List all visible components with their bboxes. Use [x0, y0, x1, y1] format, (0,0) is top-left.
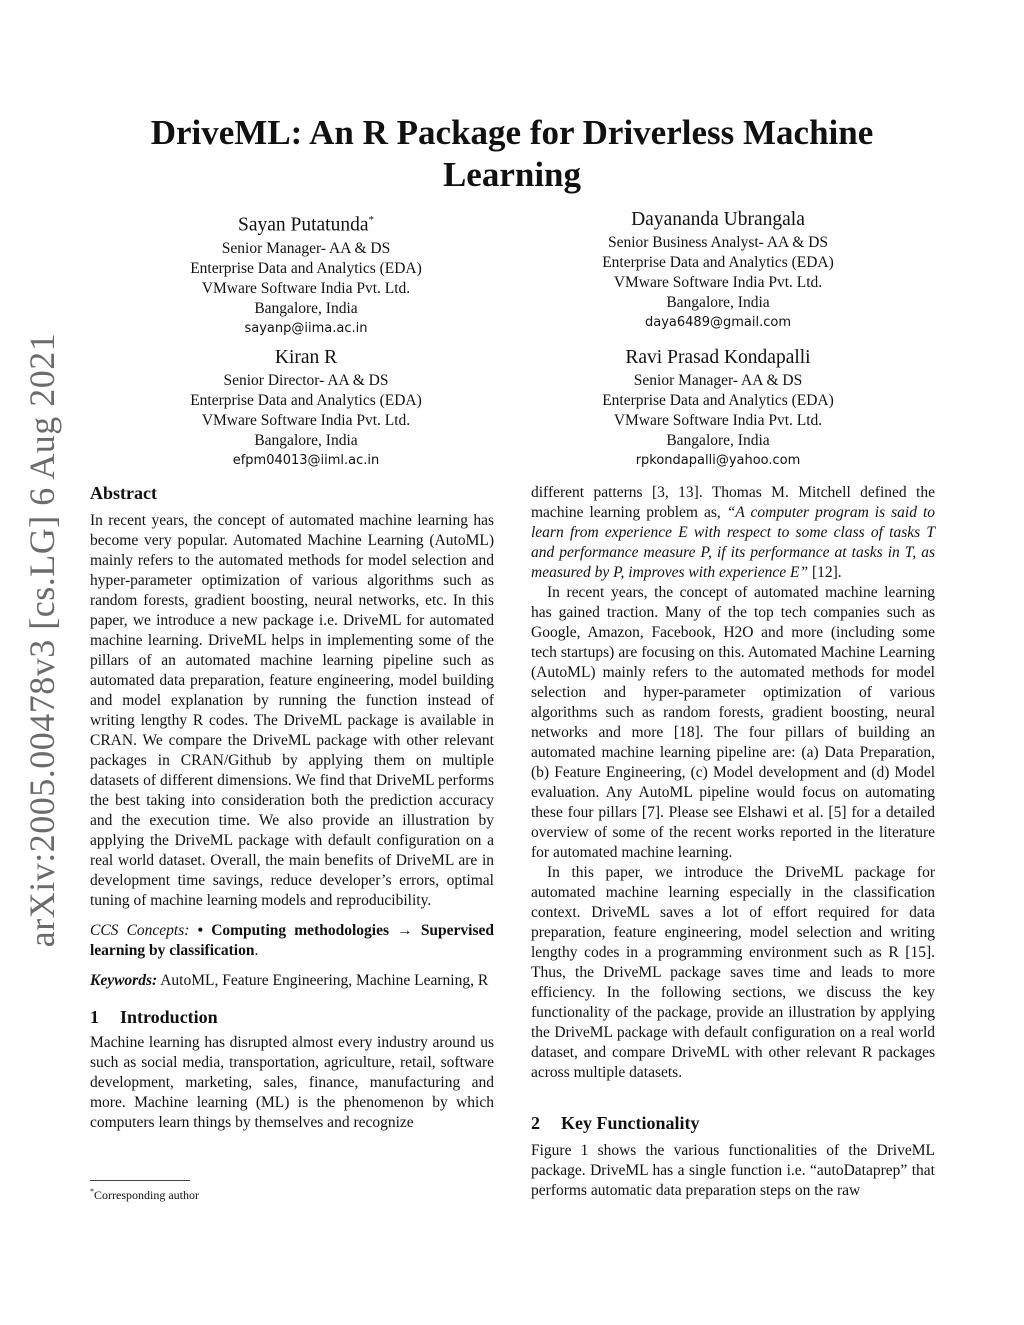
ccs-end: .: [254, 942, 259, 959]
arrow-icon: →: [397, 922, 413, 939]
author-dept: Enterprise Data and Analytics (EDA): [190, 259, 422, 277]
corresponding-mark: *: [368, 214, 375, 226]
footnote-text: Corresponding author: [94, 1188, 199, 1202]
author-org: VMware Software India Pvt. Ltd.: [613, 412, 823, 429]
author-location: Bangalore, India: [666, 432, 770, 449]
author-email[interactable]: sayanp@iima.ac.in: [244, 320, 368, 336]
ccs-bullet: •: [197, 922, 204, 939]
author-role: Senior Manager- AA & DS: [221, 239, 391, 257]
author-name: Ravi Prasad Kondapalli: [625, 347, 811, 368]
keywords-text: AutoML, Feature Engineering, Machine Learning, R: [160, 972, 489, 989]
intro-paragraph-1: Machine learning has disrupted almost every industry around us such as social media, transportation, agriculture, retail, software development, marketing, sales, finance, manufacturing and more. Machine learning (ML) is the phenomenon by which computers learn things by themselves and recognize: [90, 1034, 494, 1131]
paper-title-line-2: Learning: [442, 155, 582, 194]
ccs-label: CCS Concepts:: [90, 922, 190, 939]
author-dept: Enterprise Data and Analytics (EDA): [602, 254, 834, 271]
intro-paragraph-3: In this paper, we introduce the DriveML package for automated machine learning especially in the classification context. DriveML saves a lot of effort required for data preparation, feature engineering, model selection and writing lengthy codes in a programming environment such as R [15]. Thus, the DriveML package saves time and leads to more efficiency. In the following sections, we discuss the key functionality of the package, provide an illustration by applying the DriveML package with default configuration on a real world dataset, and compare DriveML with other relevant R packages across multiple datasets.: [531, 864, 935, 1081]
section-title: Key Functionality: [561, 1113, 700, 1133]
author-role: Senior Director- AA & DS: [223, 372, 389, 389]
footnote-rule: [90, 1180, 190, 1181]
author-org: VMware Software India Pvt. Ltd.: [201, 412, 411, 429]
keywords-label: Keywords:: [90, 972, 158, 989]
author-role: Senior Manager- AA & DS: [633, 372, 803, 389]
paper-title: [0, 112, 1024, 196]
intro-paragraph-1-continued: [531, 483, 935, 583]
author-email[interactable]: rpkondapalli@yahoo.com: [635, 453, 801, 468]
arxiv-stamp: arXiv:2005.00478v3 [cs.LG] 6 Aug 2021: [22, 332, 62, 948]
author-block: [538, 208, 898, 333]
quote-reference: [12].: [811, 564, 842, 581]
abstract-heading: Abstract: [90, 483, 157, 503]
right-column: [531, 483, 935, 1201]
left-column: [90, 481, 494, 1133]
section-number: 2: [531, 1113, 540, 1133]
author-name: Kiran R: [274, 347, 338, 368]
author-block: [538, 346, 898, 471]
section-number: 1: [90, 1007, 99, 1027]
paper-title-line-1: DriveML: An R Package for Driverless Machine: [150, 113, 874, 152]
abstract-text: In recent years, the concept of automated machine learning has become very popular. Automated Machine Learning (AutoML) mainly refers to the automated methods for model selection and hyper-parameter optimization of various algorithms such as random forests, gradient boosting, neural networks, etc. In this paper, we introduce a new package i.e. DriveML for automated machine learning. DriveML helps in implementing some of the pillars of an automated machine learning pipeline such as automated data preparation, feature engineering, model building and model explanation by running the function instead of writing lengthy R codes. The DriveML package is available in CRAN. We compare the DriveML package with other relevant packages in CRAN/Github by applying them on multiple datasets of different dimensions. We find that DriveML performs the best taking into consideration both the prediction accuracy and the execution time. We also provide an illustration by applying the DriveML package with default configuration on a real world dataset. Overall, the main benefits of DriveML are in development time savings, reduce developer’s errors, optimal tuning of machine learning models and reproducibility.: [90, 512, 494, 909]
author-role: Senior Business Analyst- AA & DS: [607, 234, 829, 251]
author-email[interactable]: efpm04013@iiml.ac.in: [232, 453, 380, 468]
author-block: [126, 346, 486, 471]
author-dept: Enterprise Data and Analytics (EDA): [190, 392, 422, 409]
key-functionality-paragraph-1: Figure 1 shows the various functionalities of the DriveML package. DriveML has a single function i.e. “autoDataprep” that performs automatic data preparation steps on the raw: [531, 1142, 935, 1199]
author-location: Bangalore, India: [254, 299, 358, 317]
author-name: Dayananda Ubrangala: [631, 209, 805, 230]
author-location: Bangalore, India: [666, 294, 770, 311]
ccs-concepts: [90, 921, 494, 961]
author-email[interactable]: daya6489@gmail.com: [645, 315, 791, 330]
author-org: VMware Software India Pvt. Ltd.: [613, 274, 823, 291]
section-heading-introduction: [90, 1005, 494, 1029]
author-name: Sayan Putatunda: [237, 214, 369, 236]
author-block: [126, 208, 486, 339]
section-heading-key-functionality: [531, 1111, 935, 1135]
author-dept: Enterprise Data and Analytics (EDA): [602, 392, 834, 409]
intro-paragraph-2: In recent years, the concept of automated machine learning has gained traction. Many of the top tech companies such as Google, Amazon, Facebook, H2O and more (including some tech startups) are focusing on this. Automated Machine Learning (AutoML) mainly refers to the automated methods for model selection and hyper-parameter optimization of various algorithms such as random forests, gradient boosting, neural networks and more [18]. The four pillars of building an automated machine learning pipeline are: (a) Data Preparation, (b) Feature Engineering, (c) Model development and (d) Model evaluation. Any AutoML pipeline would focus on automating these four pillars [7]. Please see Elshawi et al. [5] for a detailed overview of some of the recent works reported in the literature for automated machine learning.: [531, 584, 935, 861]
mitchell-quote: “A computer program is said to learn from experience E with respect to some class of tasks T and performance measure P, if its performance at tasks in T, as measured by P, improves with experience E”: [531, 504, 935, 581]
footnote: [90, 1184, 199, 1203]
footnote-mark: *: [90, 1187, 94, 1196]
author-org: VMware Software India Pvt. Ltd.: [201, 279, 411, 297]
section-title: Introduction: [120, 1007, 218, 1027]
keywords: [90, 971, 494, 991]
intro-p1-cont-text: different patterns [3, 13]. Thomas M. Mitchell defined the machine learning problem as,: [531, 484, 935, 521]
ccs-item-2: Supervised learning by classification: [90, 922, 495, 959]
author-location: Bangalore, India: [254, 432, 358, 449]
ccs-item-1: Computing methodologies: [211, 922, 389, 939]
